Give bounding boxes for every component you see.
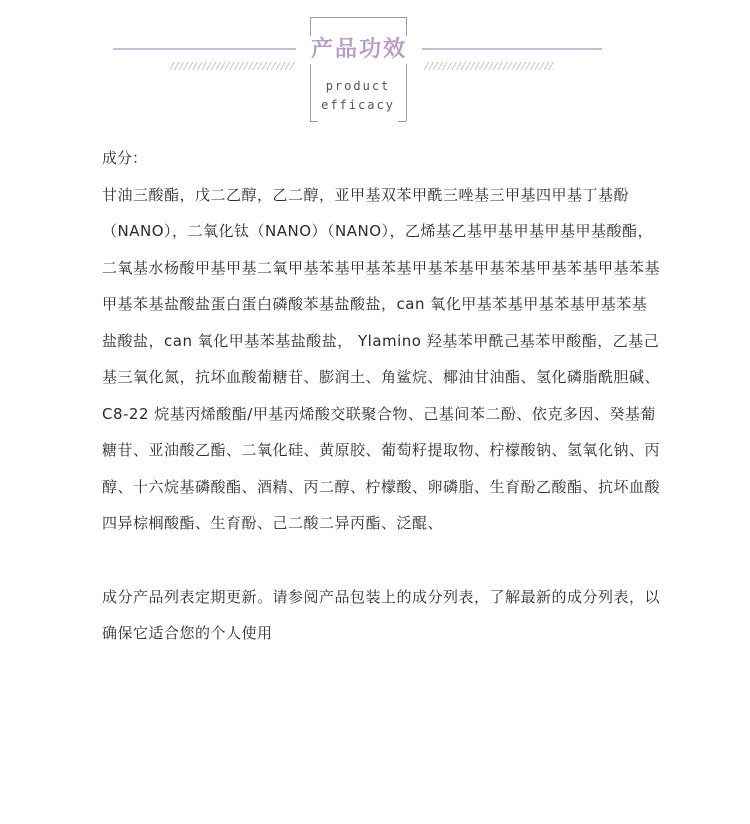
section-header bbox=[0, 0, 750, 140]
header-line-right bbox=[422, 48, 602, 50]
section-title: 产品功效 bbox=[296, 36, 422, 64]
header-hatch-left bbox=[170, 62, 295, 70]
ingredients-list: 甘油三酸酯，戊二乙醇，乙二醇，亚甲基双苯甲酰三唑基三甲基四甲基丁基酚（NANO），二氧化钛（NANO）（NANO），乙烯基乙基甲基甲基甲基甲基酸酯，二氧基水杨酸甲基甲基二氧甲基苯基甲基苯基甲基苯基甲基苯基甲基苯基甲基苯基甲基苯基盐酸盐蛋白蛋白磷酸苯基盐酸盐，can 氧化甲基苯基甲基苯基甲基苯基盐酸盐，can 氧化甲基苯基盐酸盐， Ylamino 羟基苯甲酰己基苯甲酸酯，乙基己基三氧化氮，抗坏血酸葡糖苷、膨润土、角鲨烷、椰油甘油酯、氢化磷脂酰胆碱、C8-22 烷基丙烯酸酯/甲基丙烯酸交联聚合物、己基间苯二酚、依克多因、癸基葡糖苷、亚油酸乙酯、二氧化硅、黄原胶、葡萄籽提取物、柠檬酸钠、氢氧化钠、丙醇、十六烷基磷酸酯、酒精、丙二醇、柠檬酸、卵磷脂、生育酚乙酸酯、抗坏血酸四异棕榈酸酯、生育酚、己二酸二异丙酯、泛醌、 bbox=[102, 185, 661, 532]
header-hatch-right bbox=[424, 62, 554, 70]
section-subtitle-line2: efficacy bbox=[321, 98, 395, 112]
ingredients-notice: 成分产品列表定期更新。请参阅产品包装上的成分列表，了解最新的成分列表，以确保它适合您的个人使用 bbox=[102, 587, 661, 642]
header-line-left bbox=[113, 48, 298, 50]
ingredients-label: 成分： bbox=[102, 149, 148, 167]
section-subtitle-line1: product bbox=[325, 79, 391, 93]
ingredients-section bbox=[102, 140, 662, 652]
header-frame-cap-left bbox=[310, 121, 318, 122]
header-frame-cap-right bbox=[398, 121, 406, 122]
